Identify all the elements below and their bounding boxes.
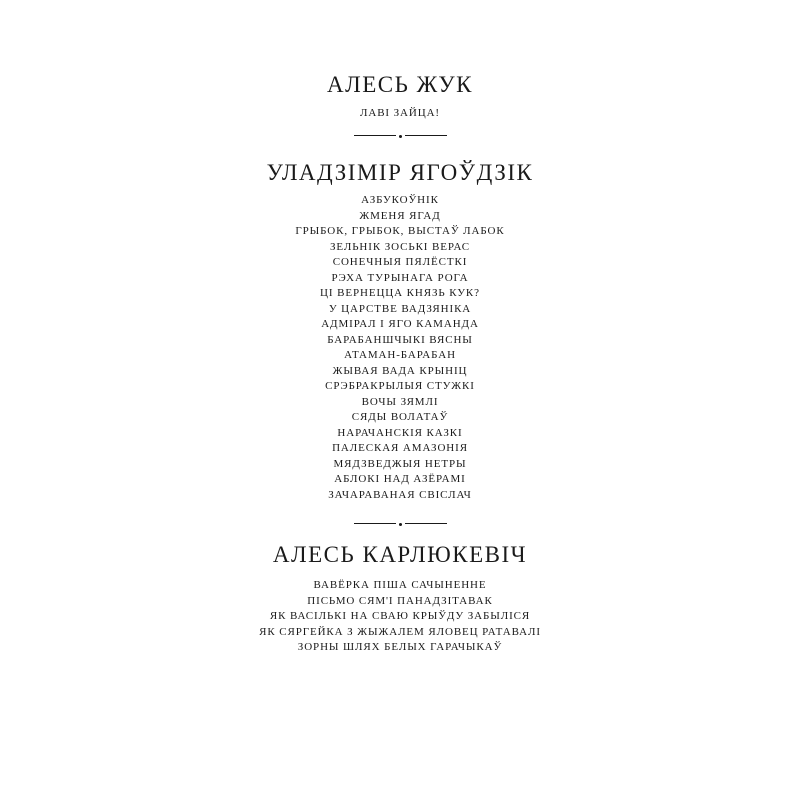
work-title: ЖМЕНЯ ЯГАД [359, 209, 441, 222]
works-list [0, 106, 800, 122]
divider-rule [405, 523, 447, 524]
works-list [0, 578, 800, 656]
work-title: У ЦАРСТВЕ ВАДЗЯНІКА [328, 302, 472, 315]
work-title: ВАВЁРКА ПІША САЧЫНЕННЕ [313, 579, 487, 591]
author-name: УЛАДЗІМІР ЯГОЎДЗІК [266, 160, 534, 185]
work-title: ЯК ВАСІЛЬКІ НА СВАЮ КРЫЎДУ ЗАБЫЛІСЯ [269, 610, 531, 622]
section-divider [0, 518, 800, 528]
work-title: ЦІ ВЕРНЕЦЦА КНЯЗЬ КУК? [320, 287, 480, 299]
work-title: ПІСЬМО СЯМ'І ПАНАДЗІТАВАК [307, 594, 493, 607]
divider-dot [399, 523, 402, 526]
work-title: ЖЫВАЯ ВАДА КРЫНІЦ [332, 364, 468, 377]
section-divider [0, 130, 800, 140]
work-title: АЗБУКОЎНІК [361, 194, 439, 206]
works-list [0, 193, 800, 503]
work-title: ПАЛЕСКАЯ АМАЗОНІЯ [332, 442, 468, 454]
author-name: АЛЕСЬ ЖУК [327, 72, 473, 97]
work-title: МЯДЗВЕДЖЫЯ НЕТРЫ [333, 457, 467, 470]
section-ales-zhuk [0, 71, 800, 122]
section-uladzimir-yagoudzik [0, 159, 800, 503]
work-title: ЯК СЯРГЕЙКА З ЖЫЖАЛЕМ ЯЛОВЕЦ РАТАВАЛІ [259, 625, 541, 638]
divider-rule [354, 523, 396, 524]
author-name: АЛЕСЬ КАРЛЮКЕВІЧ [272, 542, 528, 567]
work-title: АТАМАН-БАРАБАН [344, 349, 456, 361]
work-title: ВОЧЫ ЗЯМЛІ [361, 395, 439, 408]
work-title: СЯДЫ ВОЛАТАЎ [351, 411, 449, 423]
work-title: АДМІРАЛ І ЯГО КАМАНДА [321, 318, 479, 330]
divider-rule [354, 135, 396, 136]
work-title: НАРАЧАНСКІЯ КАЗКІ [337, 426, 463, 439]
work-title: ЗОРНЫ ШЛЯХ БЕЛЫХ ГАРАЧЫКАЎ [297, 641, 503, 653]
section-ales-karliukevich [0, 541, 800, 656]
divider-rule [405, 135, 447, 136]
work-title: ГРЫБОК, ГРЫБОК, ВЫСТАЎ ЛАБОК [295, 225, 505, 237]
divider-dot [399, 135, 402, 138]
work-title: СОНЕЧНЫЯ ПЯЛЁСТКІ [332, 256, 468, 268]
work-title: РЭХА ТУРЫНАГА РОГА [331, 271, 469, 284]
work-title: СРЭБРАКРЫЛЫЯ СТУЖКІ [325, 380, 475, 392]
work-title: БАРАБАНШЧЫКІ ВЯСНЫ [327, 333, 473, 346]
work-title: АБЛОКІ НАД АЗЁРАМІ [334, 473, 466, 485]
work-title: ЛАВІ ЗАЙЦА! [359, 107, 440, 119]
work-title: ЗЕЛЬНІК ЗОСЬКІ ВЕРАС [329, 240, 471, 253]
work-title: ЗАЧАРАВАНАЯ СВІСЛАЧ [328, 488, 472, 501]
